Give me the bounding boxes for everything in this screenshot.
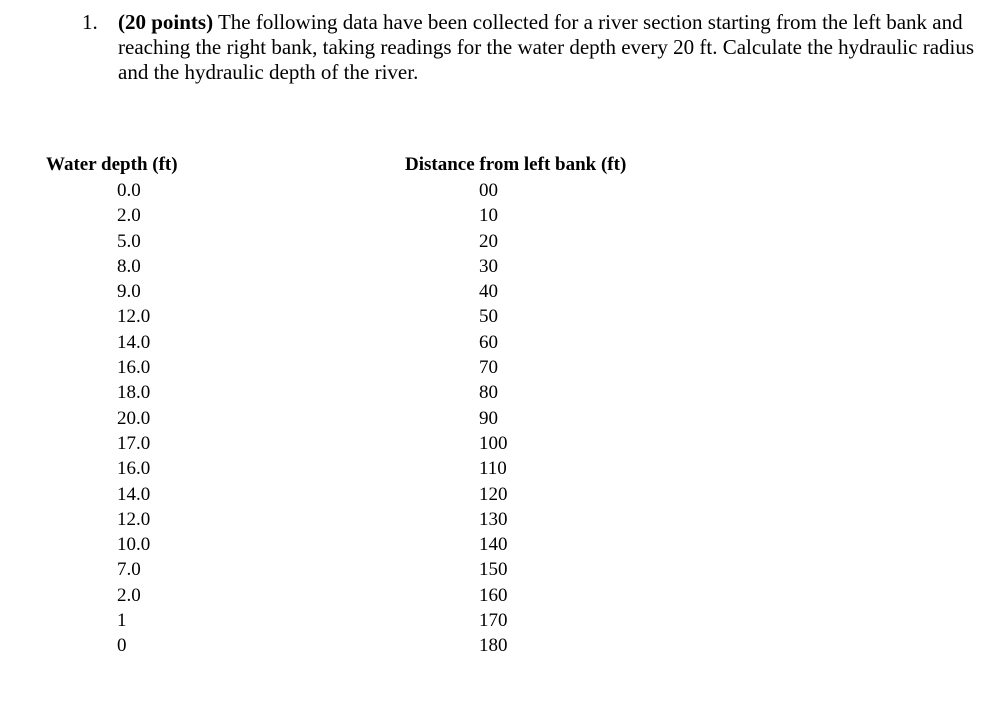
water-depth-value: 16.0 bbox=[117, 458, 151, 480]
water-depth-value: 12.0 bbox=[117, 508, 151, 530]
water-depth-value: 17.0 bbox=[117, 432, 151, 454]
distance-header: Distance from left bank (ft) bbox=[405, 154, 627, 175]
water-depth-value: 20.0 bbox=[117, 407, 151, 429]
distance-value: 120 bbox=[479, 483, 508, 505]
water-depth-value: 8.0 bbox=[117, 255, 141, 277]
distance-value: 60 bbox=[479, 331, 498, 353]
water-depth-value: 7.0 bbox=[117, 559, 141, 581]
distance-value: 160 bbox=[479, 584, 508, 606]
water-depth-value: 12.0 bbox=[117, 306, 151, 328]
water-depth-value: 0 bbox=[117, 635, 127, 657]
water-depth-value: 14.0 bbox=[117, 483, 151, 505]
distance-value: 170 bbox=[479, 610, 508, 632]
distance-value: 30 bbox=[479, 255, 498, 277]
distance-value: 20 bbox=[479, 230, 498, 252]
water-depth-value: 16.0 bbox=[117, 357, 151, 379]
distance-value: 150 bbox=[479, 559, 508, 581]
problem-body: The following data have been collected for a river section starting from the left bank and reaching the right bank, taking readings for the water depth every 20 ft. Calculate the hydraulic radius and the hydraulic depth of the river. bbox=[118, 10, 975, 84]
water-depth-value: 0.0 bbox=[117, 180, 141, 201]
problem-text bbox=[118, 10, 980, 85]
problem-number: 1. bbox=[82, 10, 98, 34]
water-depth-value: 9.0 bbox=[117, 281, 141, 303]
distance-value: 70 bbox=[479, 357, 498, 379]
problem-points: (20 points) bbox=[118, 10, 214, 34]
water-depth-value: 18.0 bbox=[117, 382, 151, 404]
water-depth-value: 1 bbox=[117, 610, 127, 632]
water-depth-value: 2.0 bbox=[117, 584, 141, 606]
water-depth-value: 2.0 bbox=[117, 205, 141, 227]
distance-value: 00 bbox=[479, 180, 498, 201]
distance-value: 90 bbox=[479, 407, 498, 429]
distance-value: 180 bbox=[479, 635, 508, 657]
water-depth-header: Water depth (ft) bbox=[46, 154, 178, 175]
distance-value: 100 bbox=[479, 432, 508, 454]
distance-column bbox=[479, 178, 508, 659]
water-depth-value: 5.0 bbox=[117, 230, 141, 252]
water-depth-value: 14.0 bbox=[117, 331, 151, 353]
distance-value: 50 bbox=[479, 306, 498, 328]
distance-value: 130 bbox=[479, 508, 508, 530]
water-depth-column bbox=[117, 178, 150, 659]
water-depth-value: 10.0 bbox=[117, 534, 151, 556]
distance-value: 40 bbox=[479, 281, 498, 303]
distance-value: 110 bbox=[479, 458, 507, 480]
distance-value: 140 bbox=[479, 534, 508, 556]
distance-value: 10 bbox=[479, 205, 498, 227]
distance-value: 80 bbox=[479, 382, 498, 404]
